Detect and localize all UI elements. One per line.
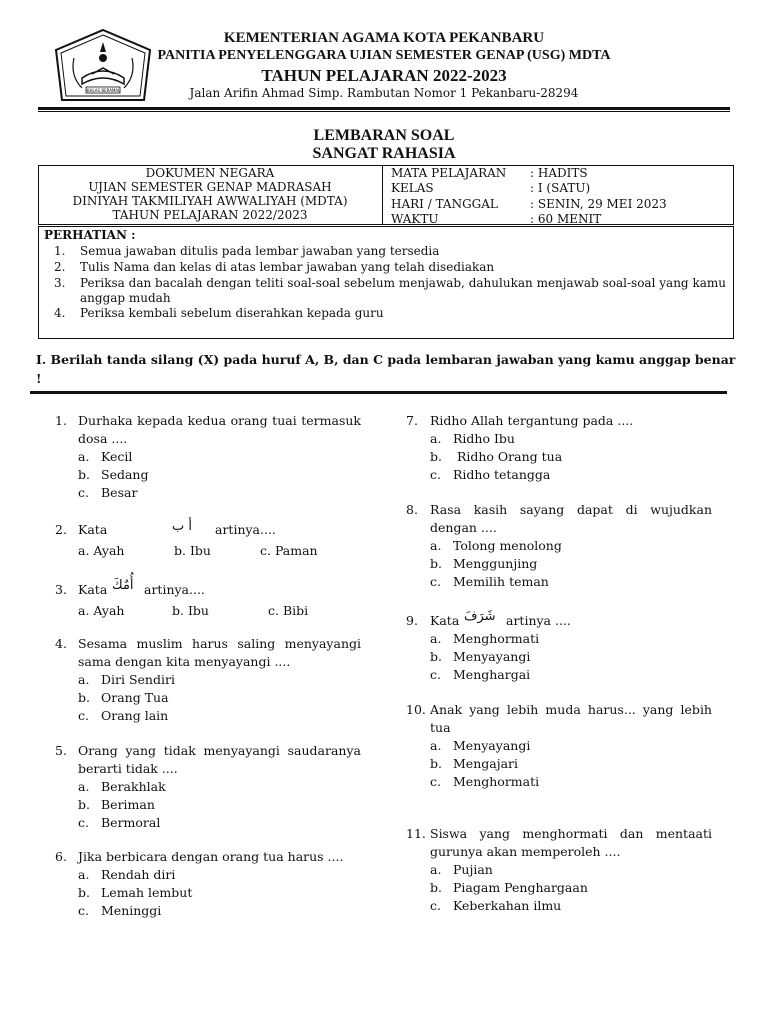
header-year: TAHUN PELAJARAN 2022-2023 xyxy=(261,66,507,85)
note-number: 1. xyxy=(54,244,66,258)
value-time: : 60 MENIT xyxy=(530,212,602,226)
option-text: Piagam Penghargaan xyxy=(453,880,588,895)
note-number: 4. xyxy=(54,306,66,320)
info-left-line: TAHUN PELAJARAN 2022/2023 xyxy=(112,208,308,222)
question-5 xyxy=(55,742,361,778)
header-ministry: KEMENTERIAN AGAMA KOTA PEKANBARU xyxy=(223,30,545,46)
option-letter: b. xyxy=(78,797,90,812)
option-text: Diri Sendiri xyxy=(101,672,175,687)
option-letter: a. xyxy=(430,431,442,446)
option-letter: b. xyxy=(78,467,90,482)
question-stem: Orang yang tidak menyayangi saudaranya berarti tidak .... xyxy=(78,743,361,776)
header-rule-thin xyxy=(38,111,730,112)
question-stem: Jika berbicara dengan orang tua harus .... xyxy=(78,849,344,864)
info-left-line: UJIAN SEMESTER GENAP MADRASAH xyxy=(88,180,332,194)
option-letter: a. xyxy=(430,631,442,646)
header-address: Jalan Arifin Ahmad Simp. Rambutan Nomor 1 Pekanbaru-28294 xyxy=(189,86,579,100)
option-text: Ridho Orang tua xyxy=(453,449,563,464)
option-text: Kecil xyxy=(101,449,133,464)
option-letter: b. xyxy=(430,880,442,895)
option: b. Ibu xyxy=(174,543,211,558)
note-text: Periksa dan bacalah dengan teliti soal-soal sebelum menjawab, dahulukan menjawab soal-soal yang kamu anggap mudah xyxy=(80,276,726,305)
section-rule xyxy=(30,391,727,394)
question-number: 9. xyxy=(406,613,418,628)
logo-caption: IKHLAS BERAMAL xyxy=(85,88,121,93)
option-text: Pujian xyxy=(453,862,493,877)
question-stem: Siswa yang menghormati dan mentaati gurunya akan memperoleh .... xyxy=(430,826,712,859)
option-letter: c. xyxy=(78,903,89,918)
question-number: 3. xyxy=(55,582,67,597)
option-text: Beriman xyxy=(101,797,155,812)
question-stem: Rasa kasih sayang dapat di wujudkan dengan .... xyxy=(430,502,712,535)
arabic-word: أُمٌكَ xyxy=(112,578,134,593)
option-text: Mengajari xyxy=(453,756,519,771)
value-class: : I (SATU) xyxy=(530,181,591,195)
note-number: 2. xyxy=(54,260,66,274)
question-stem-post: artinya.... xyxy=(144,582,205,597)
note-number: 3. xyxy=(54,276,66,290)
option: c. Paman xyxy=(260,543,318,558)
question-number: 7. xyxy=(406,413,418,428)
option-letter: b. xyxy=(430,556,442,571)
option: a. Ayah xyxy=(78,543,125,558)
question-stem: Durhaka kepada kedua orang tuai termasuk dosa .... xyxy=(78,413,361,446)
value-date: : SENIN, 29 MEI 2023 xyxy=(530,197,667,211)
option-text: Memilih teman xyxy=(453,574,549,589)
question-4 xyxy=(55,635,361,671)
option-letter: c. xyxy=(430,898,441,913)
option-letter: b. xyxy=(78,885,90,900)
option-text: Rendah diri xyxy=(101,867,176,882)
option-letter: a. xyxy=(78,867,90,882)
option-letter: c. xyxy=(78,485,89,500)
question-number: 6. xyxy=(55,849,67,864)
doc-classification: SANGAT RAHASIA xyxy=(312,145,456,162)
question-number: 5. xyxy=(55,743,67,758)
option-letter: a. xyxy=(430,738,442,753)
option-text: Meninggi xyxy=(101,903,162,918)
question-stem-pre: Kata xyxy=(78,582,108,597)
option-text: Keberkahan ilmu xyxy=(453,898,562,913)
option-letter: c. xyxy=(78,815,89,830)
question-number: 10. xyxy=(406,702,426,717)
option-letter: a. xyxy=(430,538,442,553)
option: a. Ayah xyxy=(78,603,125,618)
info-left-line: DINIYAH TAKMILIYAH AWWALIYAH (MDTA) xyxy=(72,194,348,208)
question-1 xyxy=(55,412,361,448)
question-stem-pre: Kata xyxy=(78,522,108,537)
option-text: Besar xyxy=(101,485,138,500)
option-letter: c. xyxy=(430,467,441,482)
label-time: WAKTU xyxy=(391,212,439,226)
question-stem-post: artinya.... xyxy=(215,522,276,537)
option: b. Ibu xyxy=(172,603,209,618)
note-text: Semua jawaban ditulis pada lembar jawaban yang tersedia xyxy=(80,244,440,258)
question-number: 1. xyxy=(55,413,67,428)
header-committee: PANITIA PENYELENGGARA UJIAN SEMESTER GENAP (USG) MDTA xyxy=(157,48,611,63)
option-text: Tolong menolong xyxy=(453,538,562,553)
notes-title: PERHATIAN : xyxy=(44,228,136,242)
question-11 xyxy=(406,825,712,861)
label-date: HARI / TANGGAL xyxy=(391,197,498,211)
option-letter: c. xyxy=(78,708,89,723)
question-number: 8. xyxy=(406,502,418,517)
exam-info-left xyxy=(40,166,380,222)
option-text: Menggunjing xyxy=(453,556,538,571)
question-number: 2. xyxy=(55,522,67,537)
arabic-word: أ ب xyxy=(172,519,192,534)
question-number: 11. xyxy=(406,826,426,841)
question-stem: Ridho Allah tergantung pada .... xyxy=(430,413,634,428)
note-text: Periksa kembali sebelum diserahkan kepada guru xyxy=(80,306,384,320)
option-letter: c. xyxy=(430,667,441,682)
header-rule-thick xyxy=(38,107,730,110)
option-text: Orang Tua xyxy=(101,690,169,705)
question-8 xyxy=(406,501,712,537)
option-text: Menyayangi xyxy=(453,738,531,753)
note-text: Tulis Nama dan kelas di atas lembar jawaban yang telah disediakan xyxy=(80,260,495,274)
option-letter: b. xyxy=(78,690,90,705)
option-letter: a. xyxy=(430,862,442,877)
option-text: Sedang xyxy=(101,467,149,482)
option-text: Lemah lembut xyxy=(101,885,193,900)
question-10 xyxy=(406,701,712,737)
option-text: Menghormati xyxy=(453,774,540,789)
question-stem: Anak yang lebih muda harus... yang lebih tua xyxy=(430,702,712,735)
question-stem-pre: Kata xyxy=(430,613,460,628)
option-letter: b. xyxy=(430,649,442,664)
option-letter: b. xyxy=(430,449,442,464)
arabic-word: شَرَفَ xyxy=(464,609,496,624)
question-stem-post: artinya .... xyxy=(506,613,571,628)
question-stem: Sesama muslim harus saling menyayangi sama dengan kita menyayangi .... xyxy=(78,636,361,669)
option-letter: a. xyxy=(78,672,90,687)
doc-title: LEMBARAN SOAL xyxy=(313,127,455,144)
option-letter: c. xyxy=(430,774,441,789)
option-letter: a. xyxy=(78,779,90,794)
option-text: Orang lain xyxy=(101,708,169,723)
option-text: Ridho Ibu xyxy=(453,431,515,446)
option-text: Menghargai xyxy=(453,667,531,682)
option-text: Bermoral xyxy=(101,815,161,830)
value-subject: : HADITS xyxy=(530,166,588,180)
option-text: Menghormati xyxy=(453,631,540,646)
question-number: 4. xyxy=(55,636,67,651)
info-divider xyxy=(382,165,383,225)
option-letter: b. xyxy=(430,756,442,771)
option-letter: a. xyxy=(78,449,90,464)
option-text: Berakhlak xyxy=(101,779,166,794)
label-subject: MATA PELAJARAN xyxy=(391,166,507,180)
label-class: KELAS xyxy=(391,181,434,195)
info-left-line: DOKUMEN NEGARA xyxy=(145,166,275,180)
section-instruction: I. Berilah tanda silang (X) pada huruf A, B, dan C pada lembaran jawaban yang kamu anggap benar ! xyxy=(36,352,736,386)
option-text: Menyayangi xyxy=(453,649,531,664)
option-text: Ridho tetangga xyxy=(453,467,551,482)
option: c. Bibi xyxy=(268,603,309,618)
option-letter: c. xyxy=(430,574,441,589)
